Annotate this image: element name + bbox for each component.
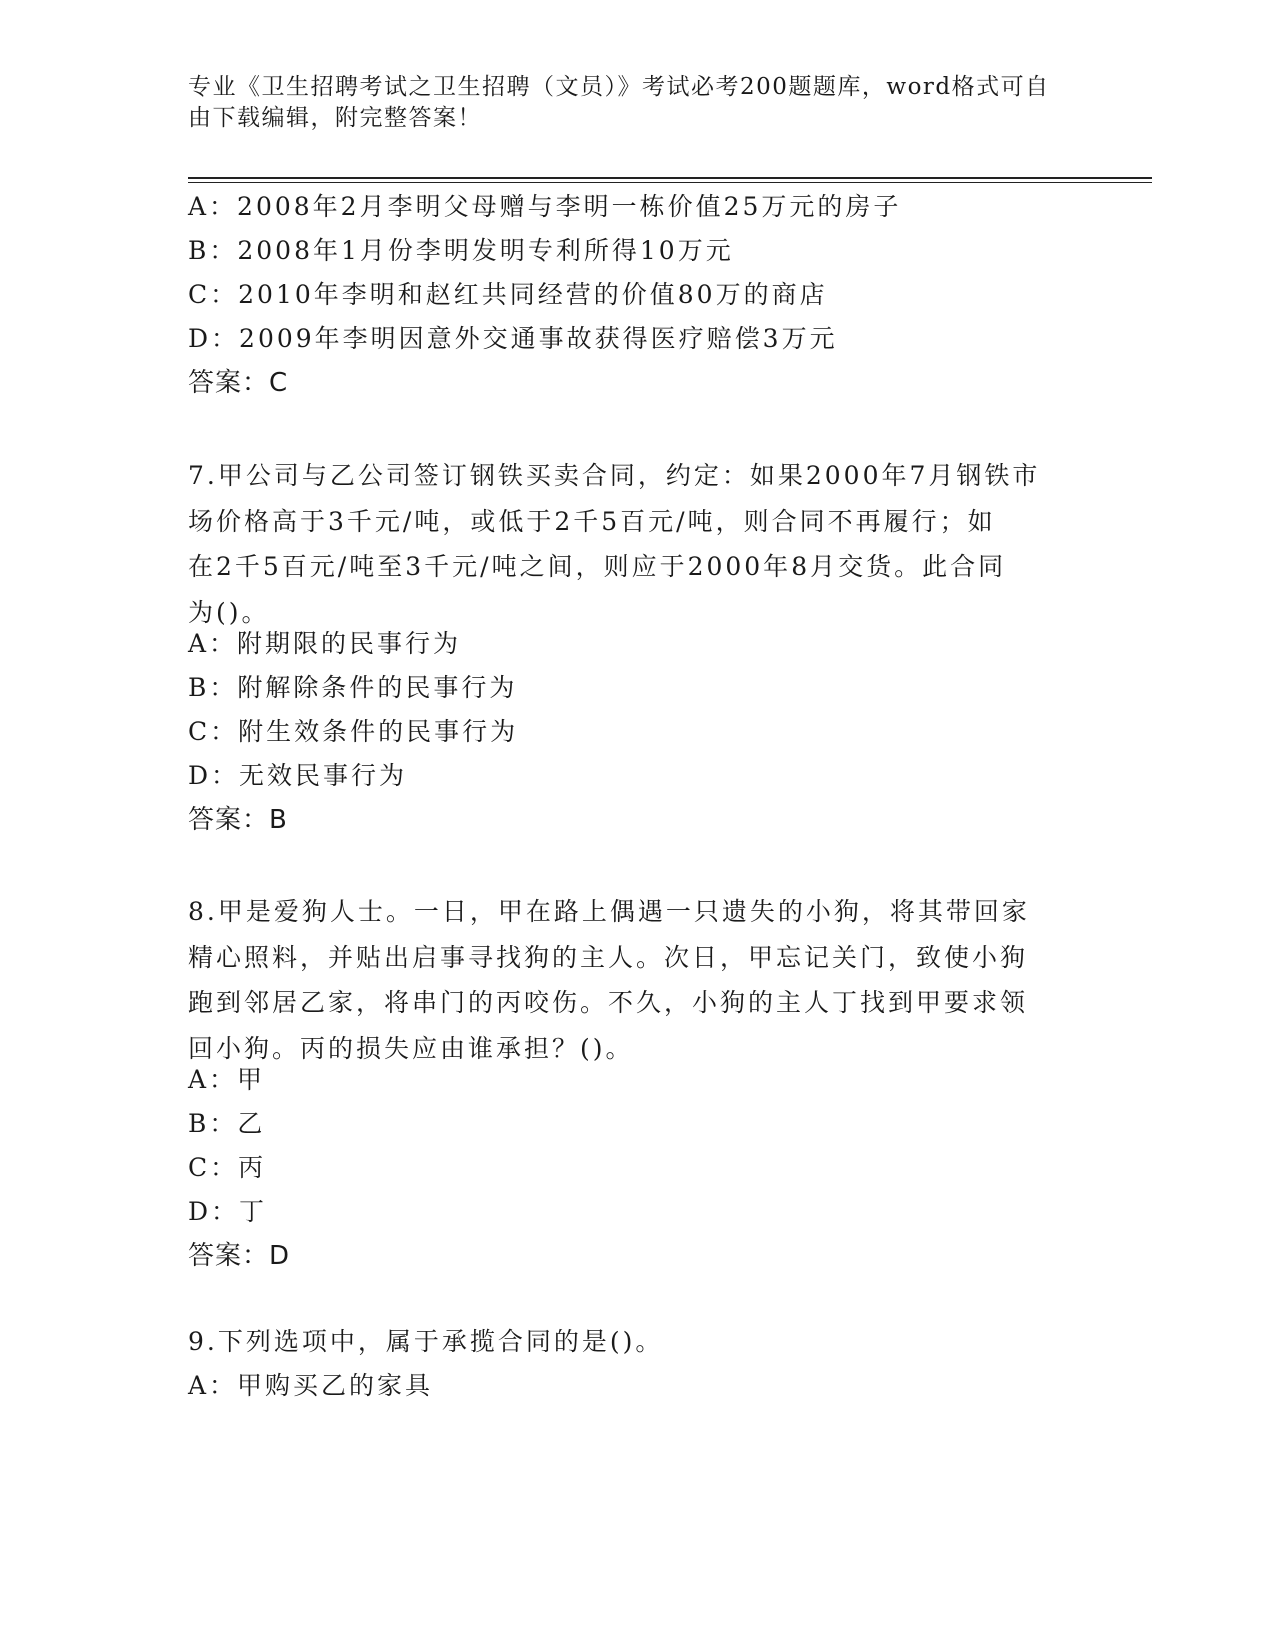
q7-option-c: C：附生效条件的民事行为	[188, 717, 519, 746]
q6-option-c: C：2010年李明和赵红共同经营的价值80万的商店	[188, 280, 828, 309]
q7-option-a: A：附期限的民事行为	[188, 629, 462, 658]
q8-stem-line: 精心照料，并贴出启事寻找狗的主人。次日，甲忘记关门，致使小狗	[188, 942, 1029, 972]
q8-stem-line: 8.甲是爱狗人士。一日，甲在路上偶遇一只遗失的小狗，将其带回家	[188, 897, 1030, 926]
header-line-2: 由下载编辑，附完整答案！	[188, 105, 482, 131]
q7-stem	[188, 453, 1088, 635]
q7-stem-line: 为()。	[188, 597, 270, 627]
header-divider-thin	[188, 182, 1152, 183]
q8-option-a: A：甲	[188, 1065, 266, 1094]
q7-stem-line: 7.甲公司与乙公司签订钢铁买卖合同，约定：如果2000年7月钢铁市	[188, 461, 1041, 490]
q7-option-d: D：无效民事行为	[188, 761, 408, 790]
q8-stem-line: 跑到邻居乙家，将串门的丙咬伤。不久，小狗的主人丁找到甲要求领	[188, 988, 1029, 1017]
q6-option-b: B：2008年1月份李明发明专利所得10万元	[188, 236, 734, 265]
q8-stem-line: 回小狗。丙的损失应由谁承担？()。	[188, 1033, 634, 1063]
header-line-1: 专业《卫生招聘考试之卫生招聘（文员）》考试必考200题题库，word格式可自	[188, 74, 1050, 100]
q8-stem	[188, 889, 1088, 1071]
q7-option-b: B：附解除条件的民事行为	[188, 673, 518, 702]
q8-option-b: B：乙	[188, 1109, 266, 1138]
q9-option-a: A：甲购买乙的家具	[188, 1371, 434, 1400]
q9-stem: 9.下列选项中，属于承揽合同的是()。	[188, 1327, 664, 1356]
q7-stem-line: 场价格高于3千元/吨，或低于2千5百元/吨，则合同不再履行；如	[188, 506, 996, 536]
q8-option-c: C：丙	[188, 1153, 267, 1182]
q8-answer: 答案：D	[188, 1241, 291, 1271]
q7-answer: 答案：B	[188, 805, 288, 835]
q6-option-d: D：2009年李明因意外交通事故获得医疗赔偿3万元	[188, 324, 838, 353]
q8-option-d: D：丁	[188, 1197, 268, 1226]
q7-stem-line: 在2千5百元/吨至3千元/吨之间，则应于2000年8月交货。此合同	[188, 552, 1007, 581]
header-divider	[188, 177, 1152, 179]
q6-answer: 答案：C	[188, 368, 289, 398]
document-header	[188, 72, 1068, 134]
q6-option-a: A：2008年2月李明父母赠与李明一栋价值25万元的房子	[188, 192, 902, 221]
